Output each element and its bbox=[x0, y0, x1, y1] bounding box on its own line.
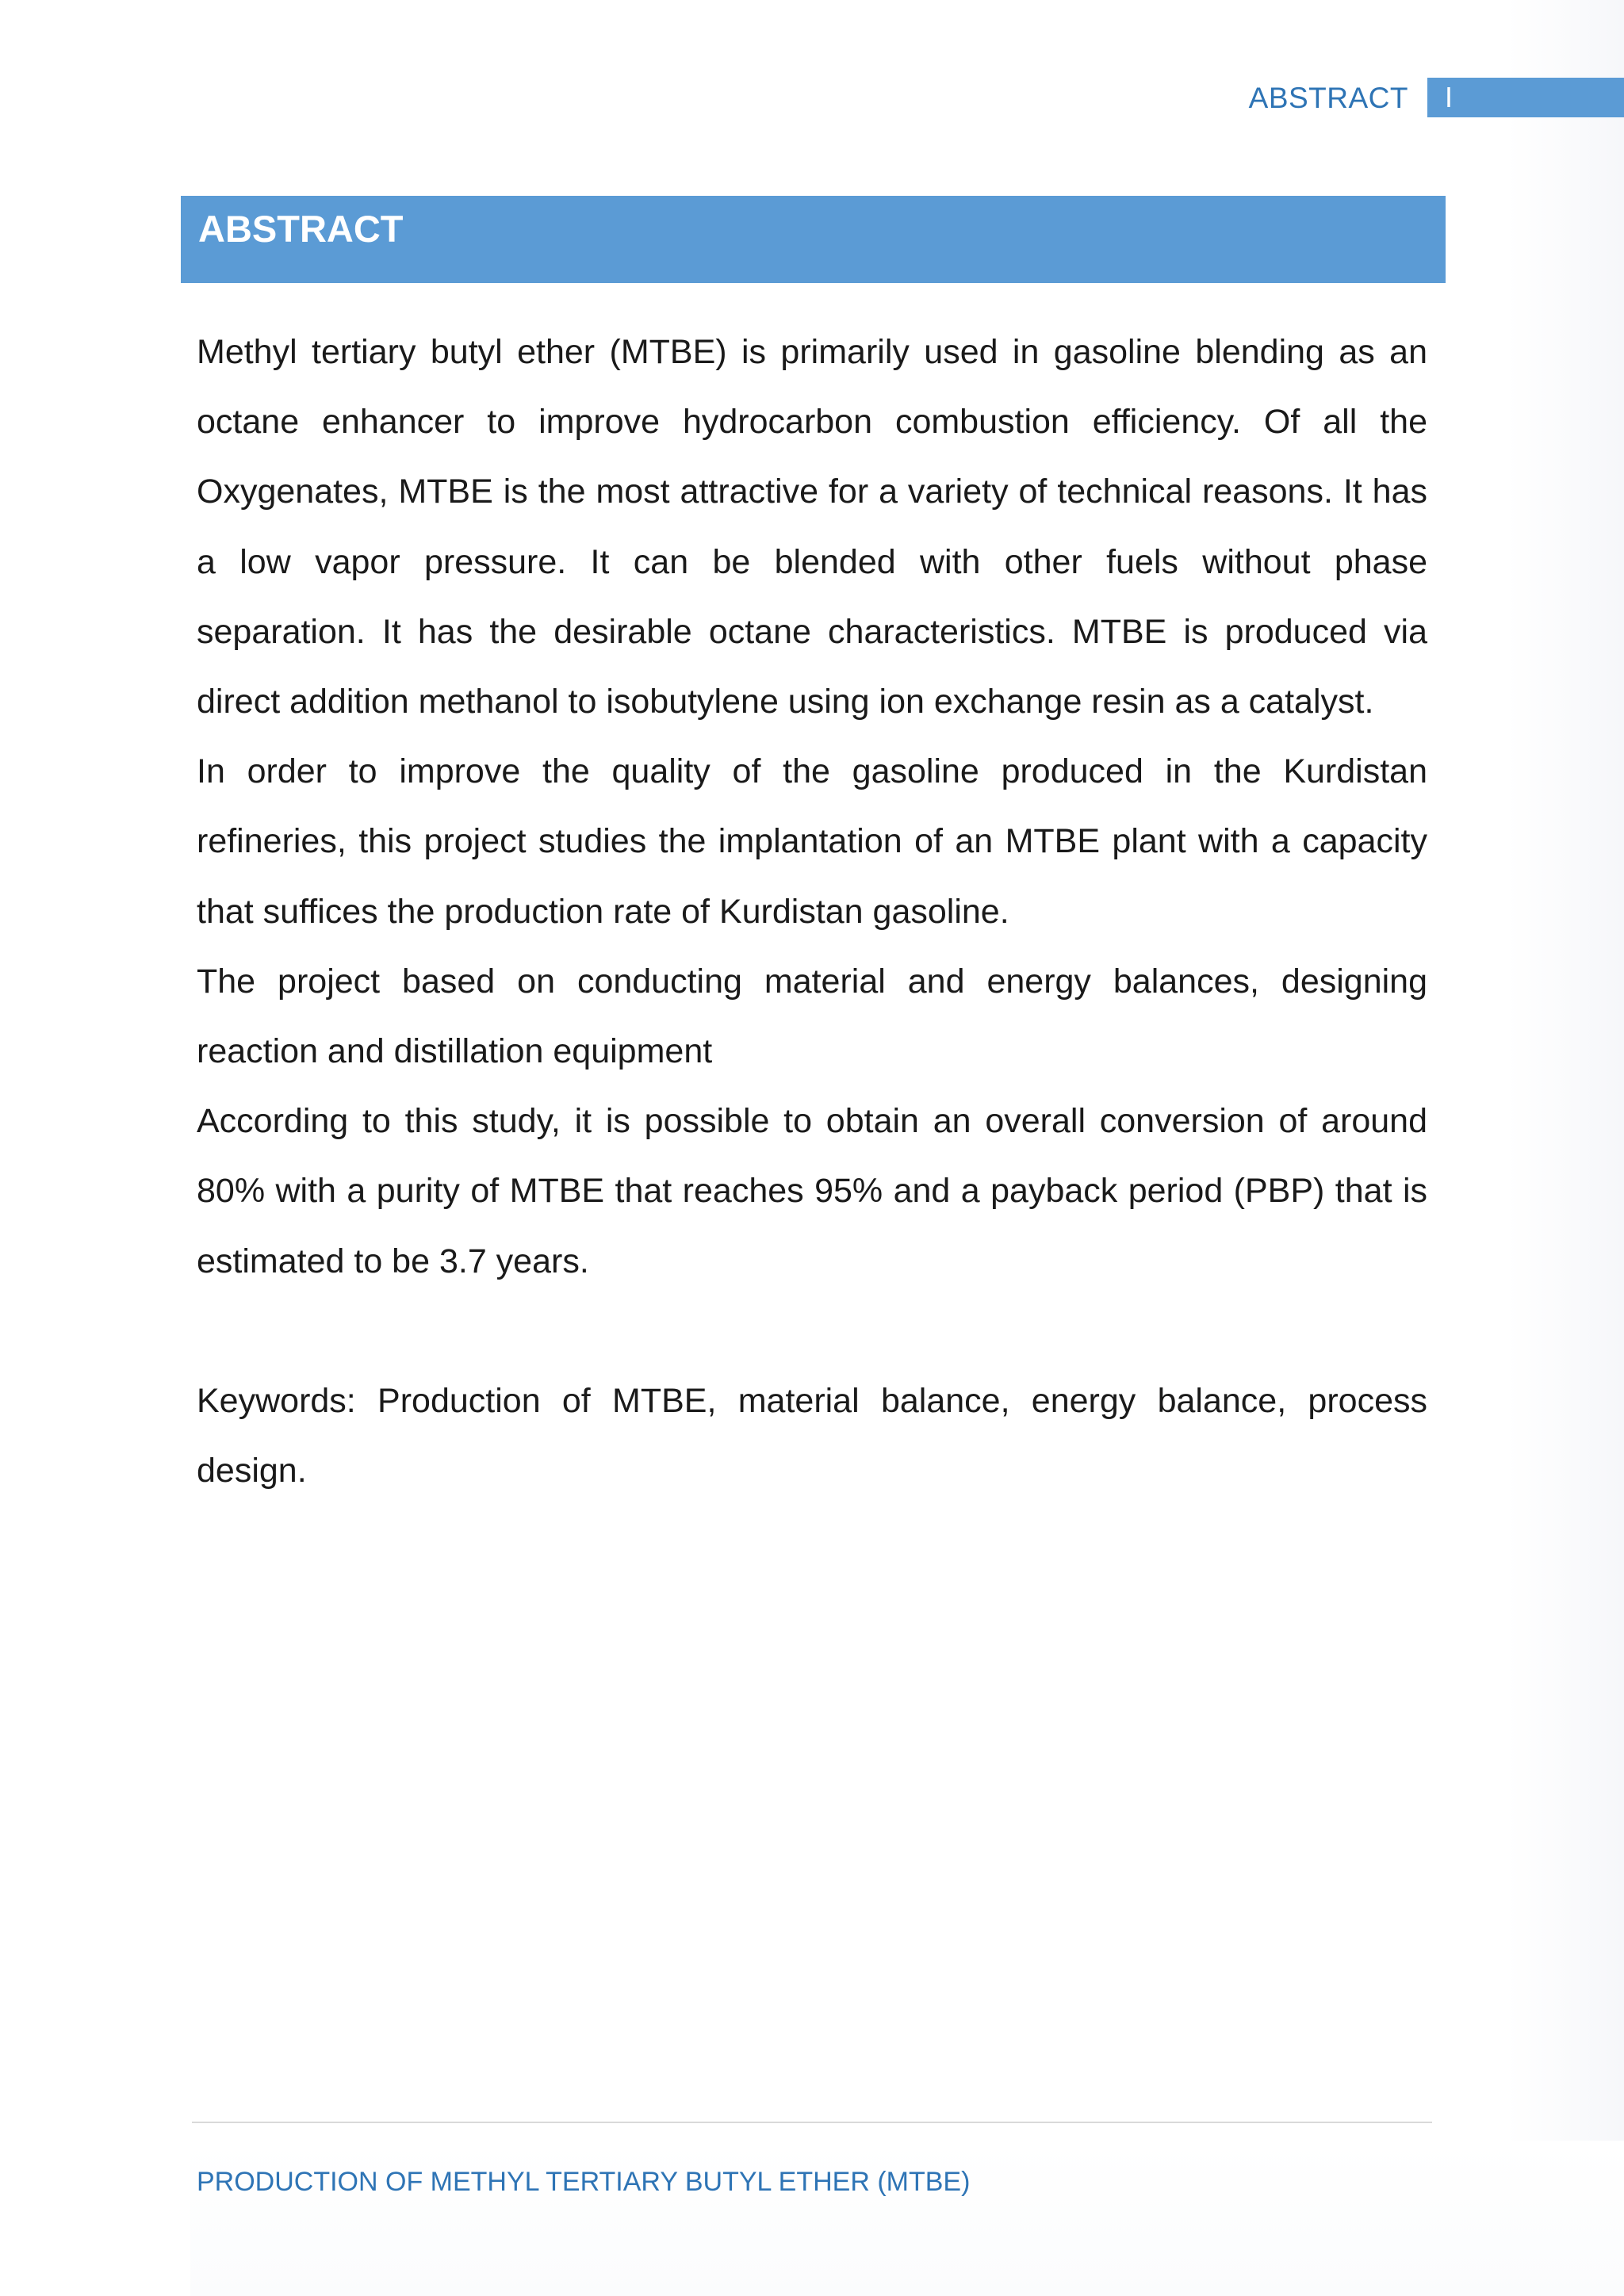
paragraph-method: The project based on conducting material and energy balances, designing reaction and distillation equipment bbox=[197, 962, 1427, 1071]
section-heading-band bbox=[181, 196, 1446, 283]
section-title: ABSTRACT bbox=[198, 208, 404, 250]
running-footer-title: PRODUCTION OF METHYL TERTIARY BUTYL ETHER (MTBE) bbox=[197, 2167, 971, 2197]
page-edge-shading bbox=[1507, 0, 1624, 2296]
paragraph-intro: Methyl tertiary butyl ether (MTBE) is primarily used in gasoline blending as an octane enhancer to improve hydrocarbon combustion efficiency. Of all the Oxygenates, MTBE is the most attractive for a variety of technical reasons. It has a low vapor pressure. It can be blended with other fuels without phase separation. It has the desirable octane characteristics. MTBE is produced via direct addition methanol to isobutylene using ion exchange resin as a catalyst. bbox=[197, 333, 1427, 721]
paragraph-results: According to this study, it is possible to obtain an overall conversion of around 80% with a purity of MTBE that reaches 95% and a payback period (PBP) that is estimated to be 3.7 years. bbox=[197, 1102, 1427, 1280]
abstract-body bbox=[197, 317, 1427, 1506]
paragraph-spacer bbox=[197, 1296, 1427, 1366]
running-header-title: ABSTRACT bbox=[1248, 82, 1408, 114]
page-number: I bbox=[1445, 81, 1454, 113]
paragraph-purpose: In order to improve the quality of the gasoline produced in the Kurdistan refineries, this project studies the implantation of an MTBE plant with a capacity that suffices the production rate of Kurdistan gasoline. bbox=[197, 752, 1427, 931]
footer-divider bbox=[192, 2122, 1432, 2123]
page-number-tab bbox=[1427, 78, 1624, 117]
keywords: Keywords: Production of MTBE, material balance, energy balance, process design. bbox=[197, 1381, 1427, 1490]
